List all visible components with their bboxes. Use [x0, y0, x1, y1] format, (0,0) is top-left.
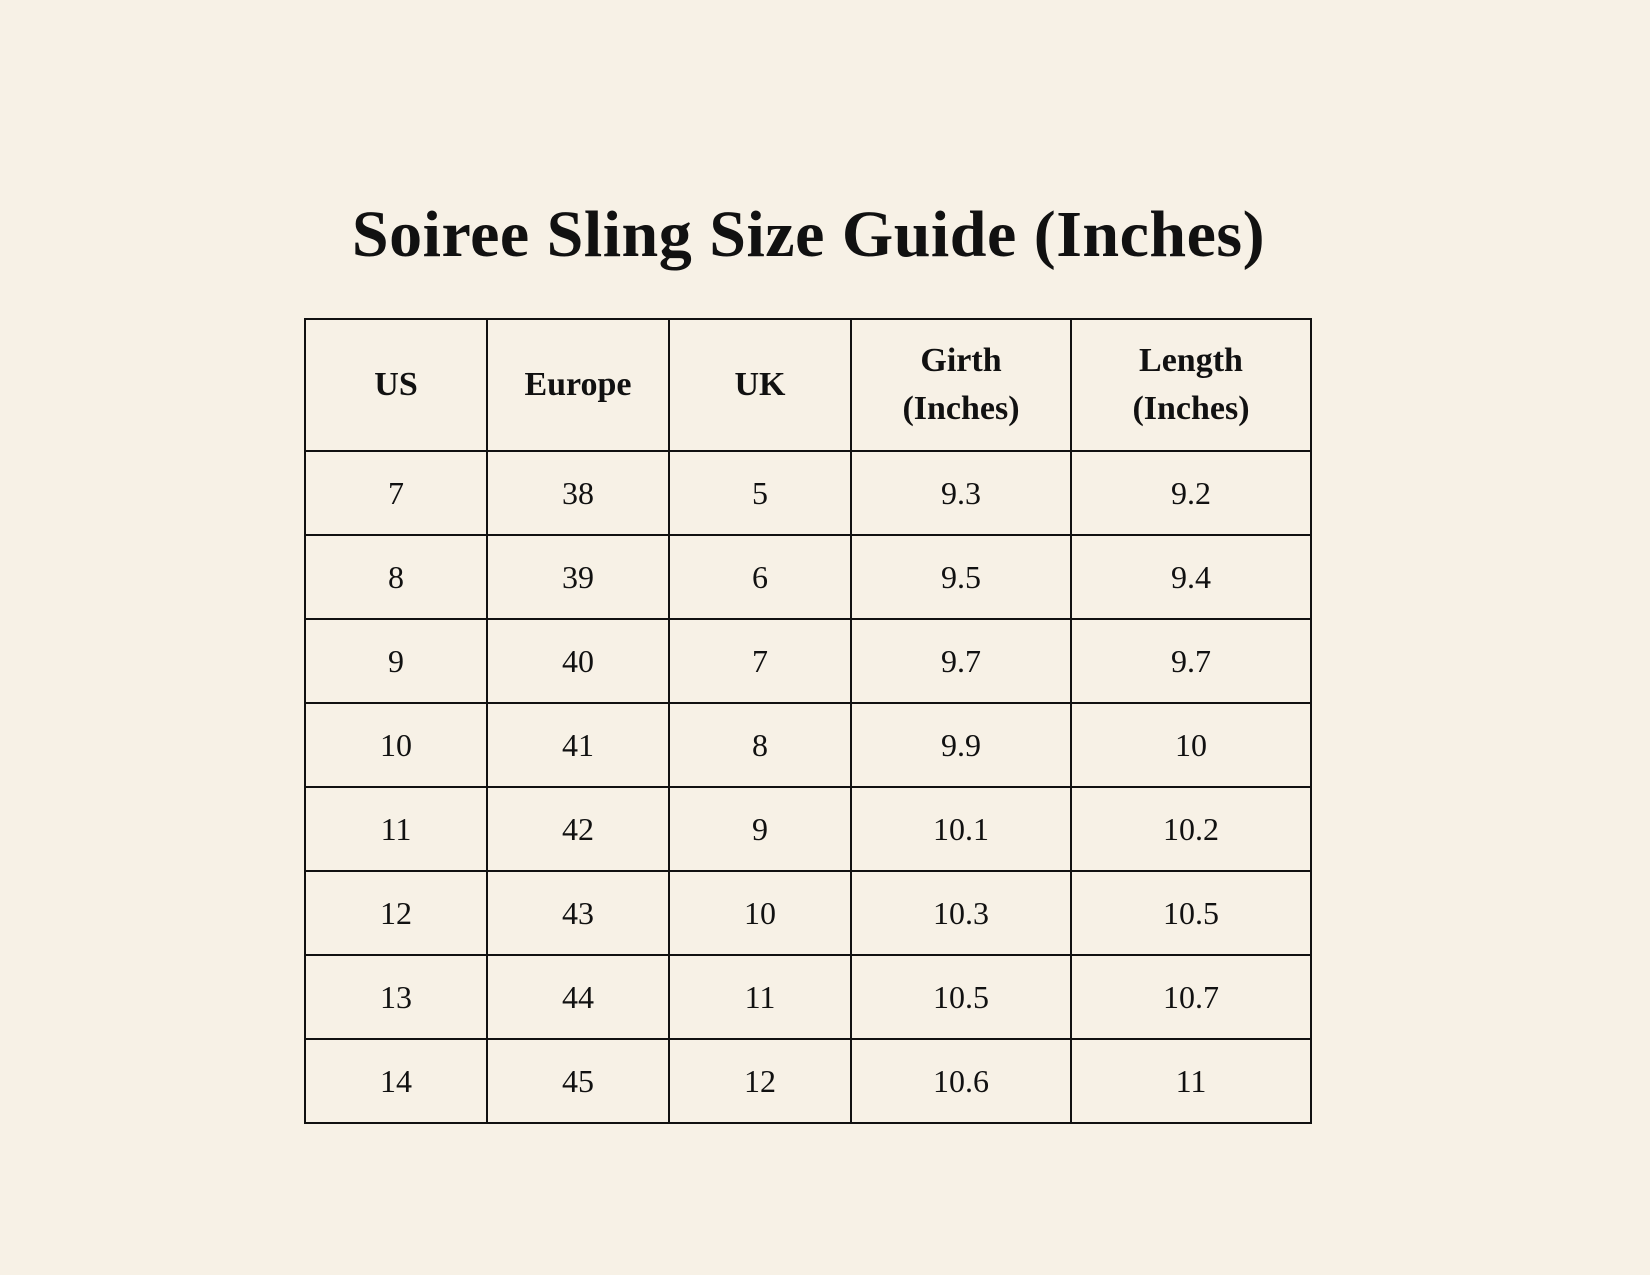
table-row	[305, 619, 1311, 703]
cell-us: 9	[305, 619, 487, 703]
header-us	[305, 319, 487, 451]
cell-europe: 38	[487, 451, 669, 535]
cell-us: 10	[305, 703, 487, 787]
cell-europe: 45	[487, 1039, 669, 1123]
cell-europe: 41	[487, 703, 669, 787]
cell-uk: 6	[669, 535, 851, 619]
table-body	[305, 451, 1311, 1123]
cell-uk: 8	[669, 703, 851, 787]
cell-europe: 40	[487, 619, 669, 703]
cell-girth: 10.5	[851, 955, 1071, 1039]
cell-length: 10.7	[1071, 955, 1311, 1039]
header-girth-label: Girth	[920, 342, 1002, 379]
cell-europe: 43	[487, 871, 669, 955]
cell-girth: 9.7	[851, 619, 1071, 703]
cell-us: 8	[305, 535, 487, 619]
header-length-label: Length	[1139, 342, 1243, 379]
cell-us: 12	[305, 871, 487, 955]
cell-length: 9.4	[1071, 535, 1311, 619]
cell-length: 9.2	[1071, 451, 1311, 535]
header-europe	[487, 319, 669, 451]
cell-uk: 7	[669, 619, 851, 703]
cell-uk: 10	[669, 871, 851, 955]
cell-girth: 10.3	[851, 871, 1071, 955]
table-header	[305, 319, 1311, 451]
header-uk-label: UK	[734, 366, 786, 403]
header-girth-unit: (Inches)	[902, 390, 1020, 427]
table-row	[305, 1039, 1311, 1123]
table-row	[305, 535, 1311, 619]
cell-length: 10.5	[1071, 871, 1311, 955]
size-guide-table	[304, 318, 1312, 1124]
table-row	[305, 787, 1311, 871]
header-row	[305, 319, 1311, 451]
cell-girth: 10.6	[851, 1039, 1071, 1123]
cell-girth: 10.1	[851, 787, 1071, 871]
cell-us: 13	[305, 955, 487, 1039]
header-europe-label: Europe	[524, 366, 632, 403]
cell-length: 10.2	[1071, 787, 1311, 871]
header-girth	[851, 319, 1071, 451]
cell-us: 14	[305, 1039, 487, 1123]
cell-us: 11	[305, 787, 487, 871]
cell-length: 11	[1071, 1039, 1311, 1123]
table-row	[305, 703, 1311, 787]
cell-europe: 39	[487, 535, 669, 619]
table-row	[305, 955, 1311, 1039]
header-length-unit: (Inches)	[1132, 390, 1250, 427]
cell-length: 9.7	[1071, 619, 1311, 703]
cell-uk: 11	[669, 955, 851, 1039]
cell-girth: 9.3	[851, 451, 1071, 535]
cell-europe: 44	[487, 955, 669, 1039]
table-row	[305, 451, 1311, 535]
cell-uk: 5	[669, 451, 851, 535]
cell-europe: 42	[487, 787, 669, 871]
cell-us: 7	[305, 451, 487, 535]
table-row	[305, 871, 1311, 955]
page-title: Soiree Sling Size Guide (Inches)	[351, 198, 1266, 271]
header-length	[1071, 319, 1311, 451]
cell-length: 10	[1071, 703, 1311, 787]
cell-uk: 9	[669, 787, 851, 871]
cell-girth: 9.5	[851, 535, 1071, 619]
header-uk	[669, 319, 851, 451]
header-us-label: US	[374, 366, 418, 403]
cell-girth: 9.9	[851, 703, 1071, 787]
cell-uk: 12	[669, 1039, 851, 1123]
